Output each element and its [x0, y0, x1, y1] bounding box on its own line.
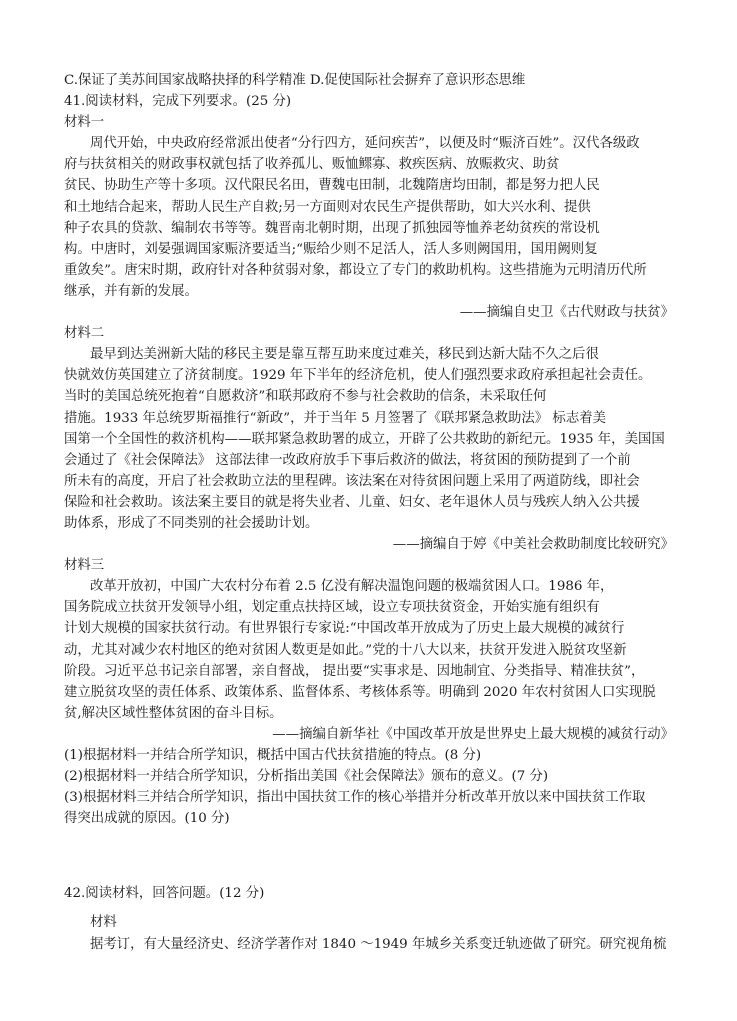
- material-text-line: 据考订，有大量经济史、经济学著作对 1840 ～1949 年城乡关系变迁轨迹做了研究。研究视角梳: [90, 936, 667, 952]
- material-3-text-line: 改革开放初，中国广大农村分布着 2.5 亿没有解决温饱问题的极端贫困人口。1986 年，: [90, 579, 614, 595]
- material-3-heading: 材料三: [64, 558, 105, 574]
- material-2-text-line: 国第一个全国性的救济机构——联邦紧急救助署的成立，开辟了公共救助的新纪元。1935 年，美国国: [64, 431, 665, 447]
- material-2-source: ——摘编自于婷《中美社会救助制度比较研究》: [392, 537, 674, 553]
- sub-question-3-cont: 得突出成就的原因。(10 分): [64, 811, 230, 827]
- sub-question-2: (2)根据材料一并结合所学知识，分析指出美国《社会保障法》颁布的意义。(7 分): [64, 769, 549, 785]
- material-2-text-line: 当时的美国总统死抱着“自愿救济”和联邦政府不参与社会救助的信条，未采取任何: [64, 389, 547, 405]
- material-1-text-line: 构。中唐时，刘晏强调国家赈济要适当;“赈给少则不足活人，活人多则阙国用，国用阙则复: [64, 241, 598, 257]
- option-cd-line: C.保证了美苏间国家战略抉择的科学精准 D.促使国际社会摒弃了意识形态思维: [64, 73, 526, 88]
- exam-page: [64, 70, 676, 955]
- material-1-text-line: 重敛矣”。唐宋时期，政府针对各种贫弱对象，都设立了专门的救助机构。这些措施为元明清历代所: [64, 262, 647, 278]
- material-2-text-line: 措施。1933 年总统罗斯福推行“新政”，并于当年 5 月签署了《联邦紧急救助法》 标志着美: [64, 410, 606, 426]
- material-2-text-line: 快就效仿英国建立了济贫制度。1929 年下半年的经济危机，使人们强烈要求政府承担起社会责任。: [64, 368, 652, 384]
- material-3-text-line: 贫,解决区域性整体贫困的奋斗目标。: [64, 705, 283, 721]
- material-3-text-line: 国务院成立扶贫开发领导小组，划定重点扶持区域，设立专项扶贫资金，开始实施有组织有: [64, 600, 600, 616]
- material-2-text-line: 最早到达美洲新大陆的移民主要是靠互帮互助来度过难关，移民到达新大陆不久之后很: [90, 347, 599, 363]
- material-2-text-line: 会通过了《社会保障法》 这部法律一改政府放手下事后救济的做法，将贫困的预防提到了一个前: [64, 452, 631, 468]
- material-3-source: ——摘编自新华社《中国改革开放是世界史上最大规模的减贫行动》: [272, 726, 674, 742]
- spacer: [64, 904, 676, 912]
- material-1-text-line: 贫民、协助生产等十多项。汉代限民名田，曹魏屯田制，北魏隋唐均田制，都是努力把人民: [64, 178, 600, 194]
- material-3-text-line: 阶段。习近平总书记亲自部署，亲自督战， 提出要“实事求是、因地制宜、分类指导、精准扶贫”，: [64, 663, 645, 679]
- material-3-text-line: 动，尤其对减少农村地区的绝对贫困人数更是如此。”党的十八大以来，扶贫开发进入脱贫攻坚新: [64, 642, 627, 658]
- material-1-heading: 材料一: [64, 115, 105, 131]
- material-1-text-line: 和土地结合起来，帮助人民生产自救;另一方面则对农民生产提供帮助，如大兴水利、提供: [64, 199, 591, 215]
- material-1-text-line: 府与扶贫相关的财政事权就包括了收养孤儿、贩恤鳏寡、救疾医病、放赈救灾、助贫: [64, 157, 560, 173]
- material-3-text-line: 计划大规模的国家扶贫行动。有世界银行专家说:“中国改革开放成为了历史上最大规模的减贫行: [64, 621, 625, 637]
- material-1-source: ——摘编自史卫《古代财政与扶贫》: [459, 305, 674, 321]
- sub-question-1: (1)根据材料一并结合所学知识，概括中国古代扶贫措施的特点。(8 分): [64, 748, 482, 763]
- material-1-text-line: 种子农具的贷款、编制农书等等。魏晋南北朝时期，出现了抓独园等恤养老幼贫疾的常设机: [64, 220, 600, 236]
- question-41-title: 41.阅读材料，完成下列要求。(25 分): [64, 94, 292, 110]
- material-1-text-line: 周代开始，中央政府经常派出使者“分行四方，延问疾苦”，以便及时“赈济百姓”。汉代各级政: [90, 136, 640, 152]
- material-heading: 材料: [90, 915, 117, 931]
- material-2-text-line: 所未有的高度，开启了社会救助立法的里程碑。该法案在对待贫困问题上采用了两道防线，即社会: [64, 473, 640, 489]
- material-2-text-line: 助体系，形成了不同类别的社会援助计划。: [64, 515, 319, 531]
- question-42-title: 42.阅读材料，回答问题。(12 分): [64, 886, 265, 902]
- spacer: [64, 829, 676, 883]
- material-1-text-line: 继承，并有新的发展。: [64, 283, 198, 299]
- material-2-heading: 材料二: [64, 326, 105, 342]
- material-3-text-line: 建立脱贫攻坚的责任体系、政策体系、监督体系、考核体系等。明确到 2020 年农村贫困人口实现脱: [64, 684, 656, 700]
- material-2-text-line: 保险和社会救助。该法案主要目的就是将失业者、儿童、妇女、老年退休人员与残疾人纳入公共援: [64, 494, 640, 510]
- sub-question-3: (3)根据材料三并结合所学知识，指出中国扶贫工作的核心举措并分析改革开放以来中国扶贫工作取: [64, 790, 646, 806]
